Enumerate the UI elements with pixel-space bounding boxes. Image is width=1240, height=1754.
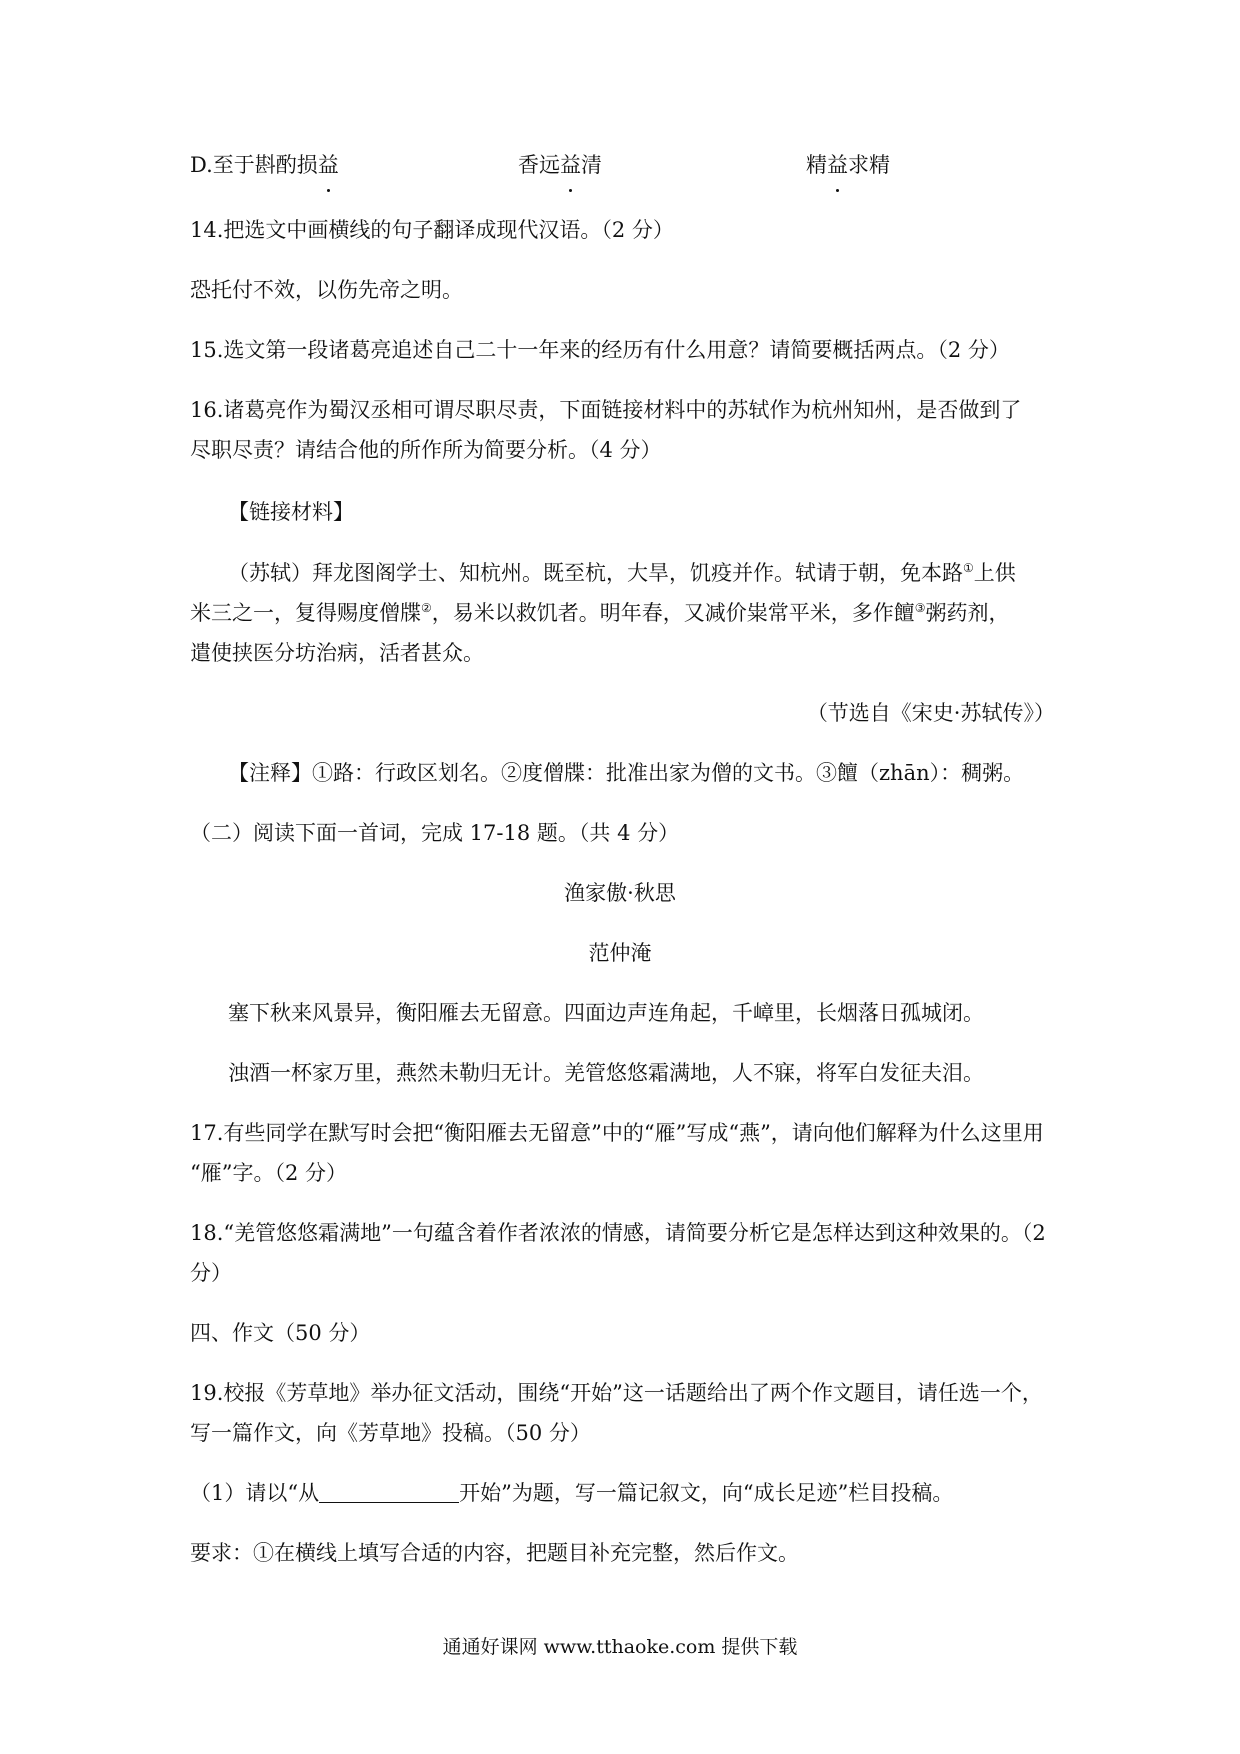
question-19-requirement: 要求：①在横线上填写合适的内容，把题目补充完整，然后作文。: [190, 1541, 799, 1565]
question-17-line-1: 17.有些同学在默写时会把“衡阳雁去无留意”中的“雁”写成“燕”，请向他们解释为什么这里用: [190, 1121, 1044, 1145]
link-material-heading: 【链接材料】: [228, 500, 354, 524]
link-material-source: （节选自《宋史·苏轼传》）: [806, 701, 1055, 725]
question-19-sub-1: （1）请以“从 开始”为题，写一篇记叙文，向“成长足迹”栏目投稿。: [190, 1473, 1060, 1513]
footnote-marker: ①: [963, 561, 974, 575]
question-18-line-1: 18.“羌管悠悠霜满地”一句蕴含着作者浓浓的情感，请简要分析它是怎样达到这种效果的。（2: [190, 1221, 1046, 1245]
question-18-line-2: 分）: [190, 1261, 232, 1285]
option-d-item-b: 香远益清: [518, 145, 602, 185]
poem-author: 范仲淹: [588, 941, 652, 965]
page-footer: 通通好课网 www.tthaoke.com 提供下载: [442, 1636, 798, 1658]
link-material-line-3: 遣使挟医分坊治病，活者甚众。: [190, 641, 484, 665]
fill-in-blank: [319, 1478, 459, 1503]
link-material-line-1: （苏轼）拜龙图阁学士、知杭州。既至杭，大旱，饥疫并作。轼请于朝，免本路①上供: [228, 561, 1016, 585]
option-d-item-a: D.至于斟酌损益: [190, 145, 339, 185]
emphasis-mark: 益: [827, 145, 848, 185]
link-material-line-2: 米三之一，复得赐度僧牒②，易米以救饥者。明年春，又减价粜常平米，多作饘③粥药剂，: [190, 601, 1010, 625]
footnote-marker: ②: [421, 601, 432, 615]
question-14-sentence: 恐托付不效，以伤先帝之明。: [190, 278, 463, 302]
option-d-label: D.: [190, 153, 213, 177]
emphasis-mark: 益: [318, 145, 339, 185]
question-15-prompt: 15.选文第一段诸葛亮追述自己二十一年来的经历有什么用意？请简要概括两点。（2 分）: [190, 338, 1010, 362]
section-4-heading: 四、作文（50 分）: [190, 1321, 371, 1345]
question-14-prompt: 14.把选文中画横线的句子翻译成现代汉语。（2 分）: [190, 218, 674, 242]
question-16-line-2: 尽职尽责？请结合他的所作所为简要分析。（4 分）: [190, 438, 662, 462]
question-19-line-2: 写一篇作文，向《芳草地》投稿。（50 分）: [190, 1421, 591, 1445]
footnote-marker: ③: [914, 601, 926, 615]
question-17-line-2: “雁”字。（2 分）: [190, 1161, 348, 1185]
poem-title: 渔家傲·秋思: [564, 881, 676, 905]
question-19-line-1: 19.校报《芳草地》举办征文活动，围绕“开始”这一话题给出了两个作文题目，请任选一个，: [190, 1381, 1043, 1405]
section-2-heading: （二）阅读下面一首词，完成 17-18 题。（共 4 分）: [190, 821, 680, 845]
question-16-line-1: 16.诸葛亮作为蜀汉丞相可谓尽职尽责，下面链接材料中的苏轼作为杭州知州，是否做到了: [190, 398, 1022, 422]
poem-line-2: 浊酒一杯家万里，燕然未勒归无计。羌管悠悠霜满地，人不寐，将军白发征夫泪。: [228, 1061, 984, 1085]
link-material-notes: 【注释】①路：行政区划名。②度僧牒：批准出家为僧的文书。③饘（zhān）：稠粥。: [228, 761, 1025, 785]
option-d-item-c: 精益求精: [806, 145, 890, 185]
poem-line-1: 塞下秋来风景异，衡阳雁去无留意。四面边声连角起，千嶂里，长烟落日孤城闭。: [228, 1001, 984, 1025]
emphasis-mark: 益: [560, 145, 581, 185]
